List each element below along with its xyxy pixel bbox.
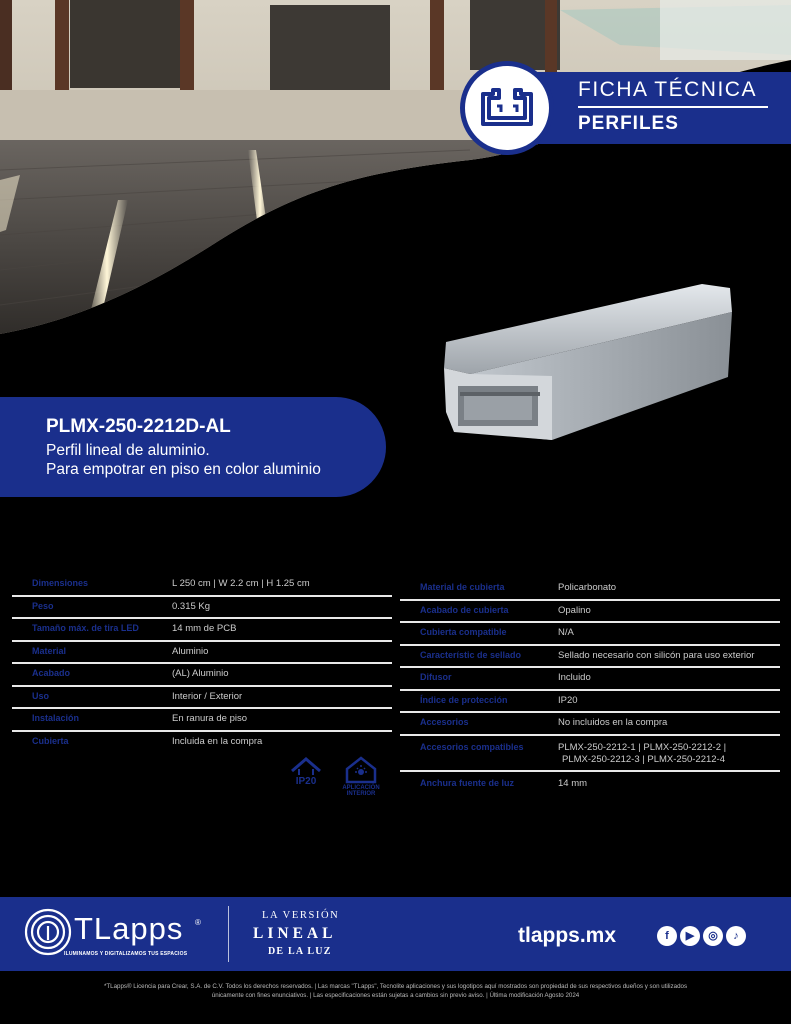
legal-line2: únicamente con fines enunciativos. | Las especificaciones están sujetas a cambios sin previo aviso. | Última modificación Agosto 2024 xyxy=(211,992,580,999)
spec-label: Accesorios xyxy=(420,717,469,727)
spec-value: L 250 cm | W 2.2 cm | H 1.25 cm xyxy=(172,578,310,589)
product-description-line2: Para empotrar en piso en color aluminio xyxy=(46,461,321,478)
spec-label: Cubierta xyxy=(32,735,69,746)
spec-row-material xyxy=(32,642,392,665)
spec-value: 14 mm de PCB xyxy=(172,623,237,634)
spec-row-uso xyxy=(32,687,392,710)
spec-row-proteccion xyxy=(420,691,780,714)
spec-value: En ranura de piso xyxy=(172,713,247,724)
spec-label: Tamaño máx. de tira LED xyxy=(32,623,139,633)
spec-row-material-cubierta xyxy=(420,578,780,601)
legal-line1: *TLapps® Licencia para Crear, S.A. de C.V. Todos los derechos reservados. | Las marcas "TLapps", Tecnolite aplicaciones y sus logotipos aquí mostrados son propiedad de sus respectivos dueños y son utilizados xyxy=(103,983,688,990)
header-subtitle: PERFILES xyxy=(578,113,679,134)
spec-value: Interior / Exterior xyxy=(172,690,243,702)
spec-value: 0.315 Kg xyxy=(172,600,211,612)
spec-value: Sellado necesario con silicón para uso exterior xyxy=(558,649,755,661)
brand-name: TLapps xyxy=(74,911,184,946)
spec-row-instalacion xyxy=(32,709,392,732)
legal-notice xyxy=(40,982,751,1000)
spec-value: Policarbonato xyxy=(558,582,617,593)
spec-label: Acabado de cubierta xyxy=(420,604,509,615)
instagram-icon[interactable]: ◎ xyxy=(703,926,723,946)
profile-icon-badge xyxy=(460,61,554,155)
spec-value: (AL) Aluminio xyxy=(172,668,229,679)
spec-row-acabado-cubierta xyxy=(420,601,780,624)
spec-label: Anchura fuente de luz xyxy=(420,777,515,788)
spec-table-right xyxy=(420,578,780,794)
spec-value: Opalino xyxy=(558,604,591,616)
spec-label: Material de cubierta xyxy=(420,582,505,592)
youtube-icon[interactable]: ▶ xyxy=(680,926,700,946)
spec-value: PLMX-250-2212-1 | PLMX-250-2212-2 | xyxy=(558,741,727,753)
website-link[interactable]: tlapps.mx xyxy=(518,924,617,947)
spec-value: Incluido xyxy=(558,672,591,683)
indoor-application-label-1: APLICACIÓN xyxy=(342,785,380,791)
indoor-application-label-2: INTERIOR xyxy=(346,791,376,797)
spec-row-peso xyxy=(32,597,392,620)
spec-row-difusor xyxy=(420,668,780,691)
product-image xyxy=(440,282,740,447)
indoor-application-icon xyxy=(344,756,378,784)
footer-divider xyxy=(228,906,229,962)
spec-row-dimensiones xyxy=(32,574,392,597)
spec-value: IP20 xyxy=(558,694,578,706)
spec-value: 14 mm xyxy=(558,777,588,789)
spec-label: Dimensiones xyxy=(32,578,89,588)
ip-rating-label: IP20 xyxy=(295,776,317,787)
spec-label: Instalación xyxy=(32,713,80,723)
ip-rating-house-icon xyxy=(290,757,322,777)
facebook-icon[interactable]: f xyxy=(657,926,677,946)
slogan-line3: DE LA LUZ xyxy=(268,946,332,957)
spec-row-cubierta-compatible xyxy=(420,623,780,646)
aluminum-profile-icon xyxy=(479,84,535,132)
brand-tagline: ILUMINAMOS Y DIGITALIZAMOS TUS ESPACIOS xyxy=(64,951,188,957)
spec-row-accesorios xyxy=(420,713,780,736)
spec-row-anchura xyxy=(420,772,780,795)
spec-row-accesorios-compatibles xyxy=(420,736,780,772)
spec-label: Difusor xyxy=(420,672,452,682)
header-divider xyxy=(578,106,768,108)
product-description-line1: Perfil lineal de aluminio. xyxy=(46,442,210,459)
spec-label: Accesorios compatibles xyxy=(420,741,524,752)
spec-row-sellado xyxy=(420,646,780,669)
spec-row-cubierta xyxy=(32,732,392,755)
spec-label: Cubierta compatible xyxy=(420,627,507,637)
slogan-line2: LINEAL xyxy=(253,925,337,942)
spec-row-acabado xyxy=(32,664,392,687)
product-sku: PLMX-250-2212D-AL xyxy=(46,416,231,437)
spec-value-line2: PLMX-250-2212-3 | PLMX-250-2212-4 xyxy=(562,753,726,765)
spec-label: Acabado xyxy=(32,668,71,678)
spec-row-tira-led xyxy=(32,619,392,642)
spec-label: Característic de sellado xyxy=(420,649,522,660)
header-title: FICHA TÉCNICA xyxy=(578,78,757,101)
spec-label: Material xyxy=(32,645,67,656)
tiktok-icon[interactable]: ♪ xyxy=(726,926,746,946)
spec-label: Índice de protección xyxy=(420,694,508,705)
slogan-line1: LA VERSIÓN xyxy=(262,910,340,921)
spec-value: No incluidos en la compra xyxy=(558,717,668,728)
spec-value: Aluminio xyxy=(172,645,209,657)
spec-label: Peso xyxy=(32,600,54,611)
spec-table-left xyxy=(32,574,392,754)
spec-value: N/A xyxy=(558,627,574,638)
brand-registered-mark: ® xyxy=(195,918,201,927)
spec-value: Incluida en la compra xyxy=(172,735,263,747)
spec-label: Uso xyxy=(32,690,50,701)
